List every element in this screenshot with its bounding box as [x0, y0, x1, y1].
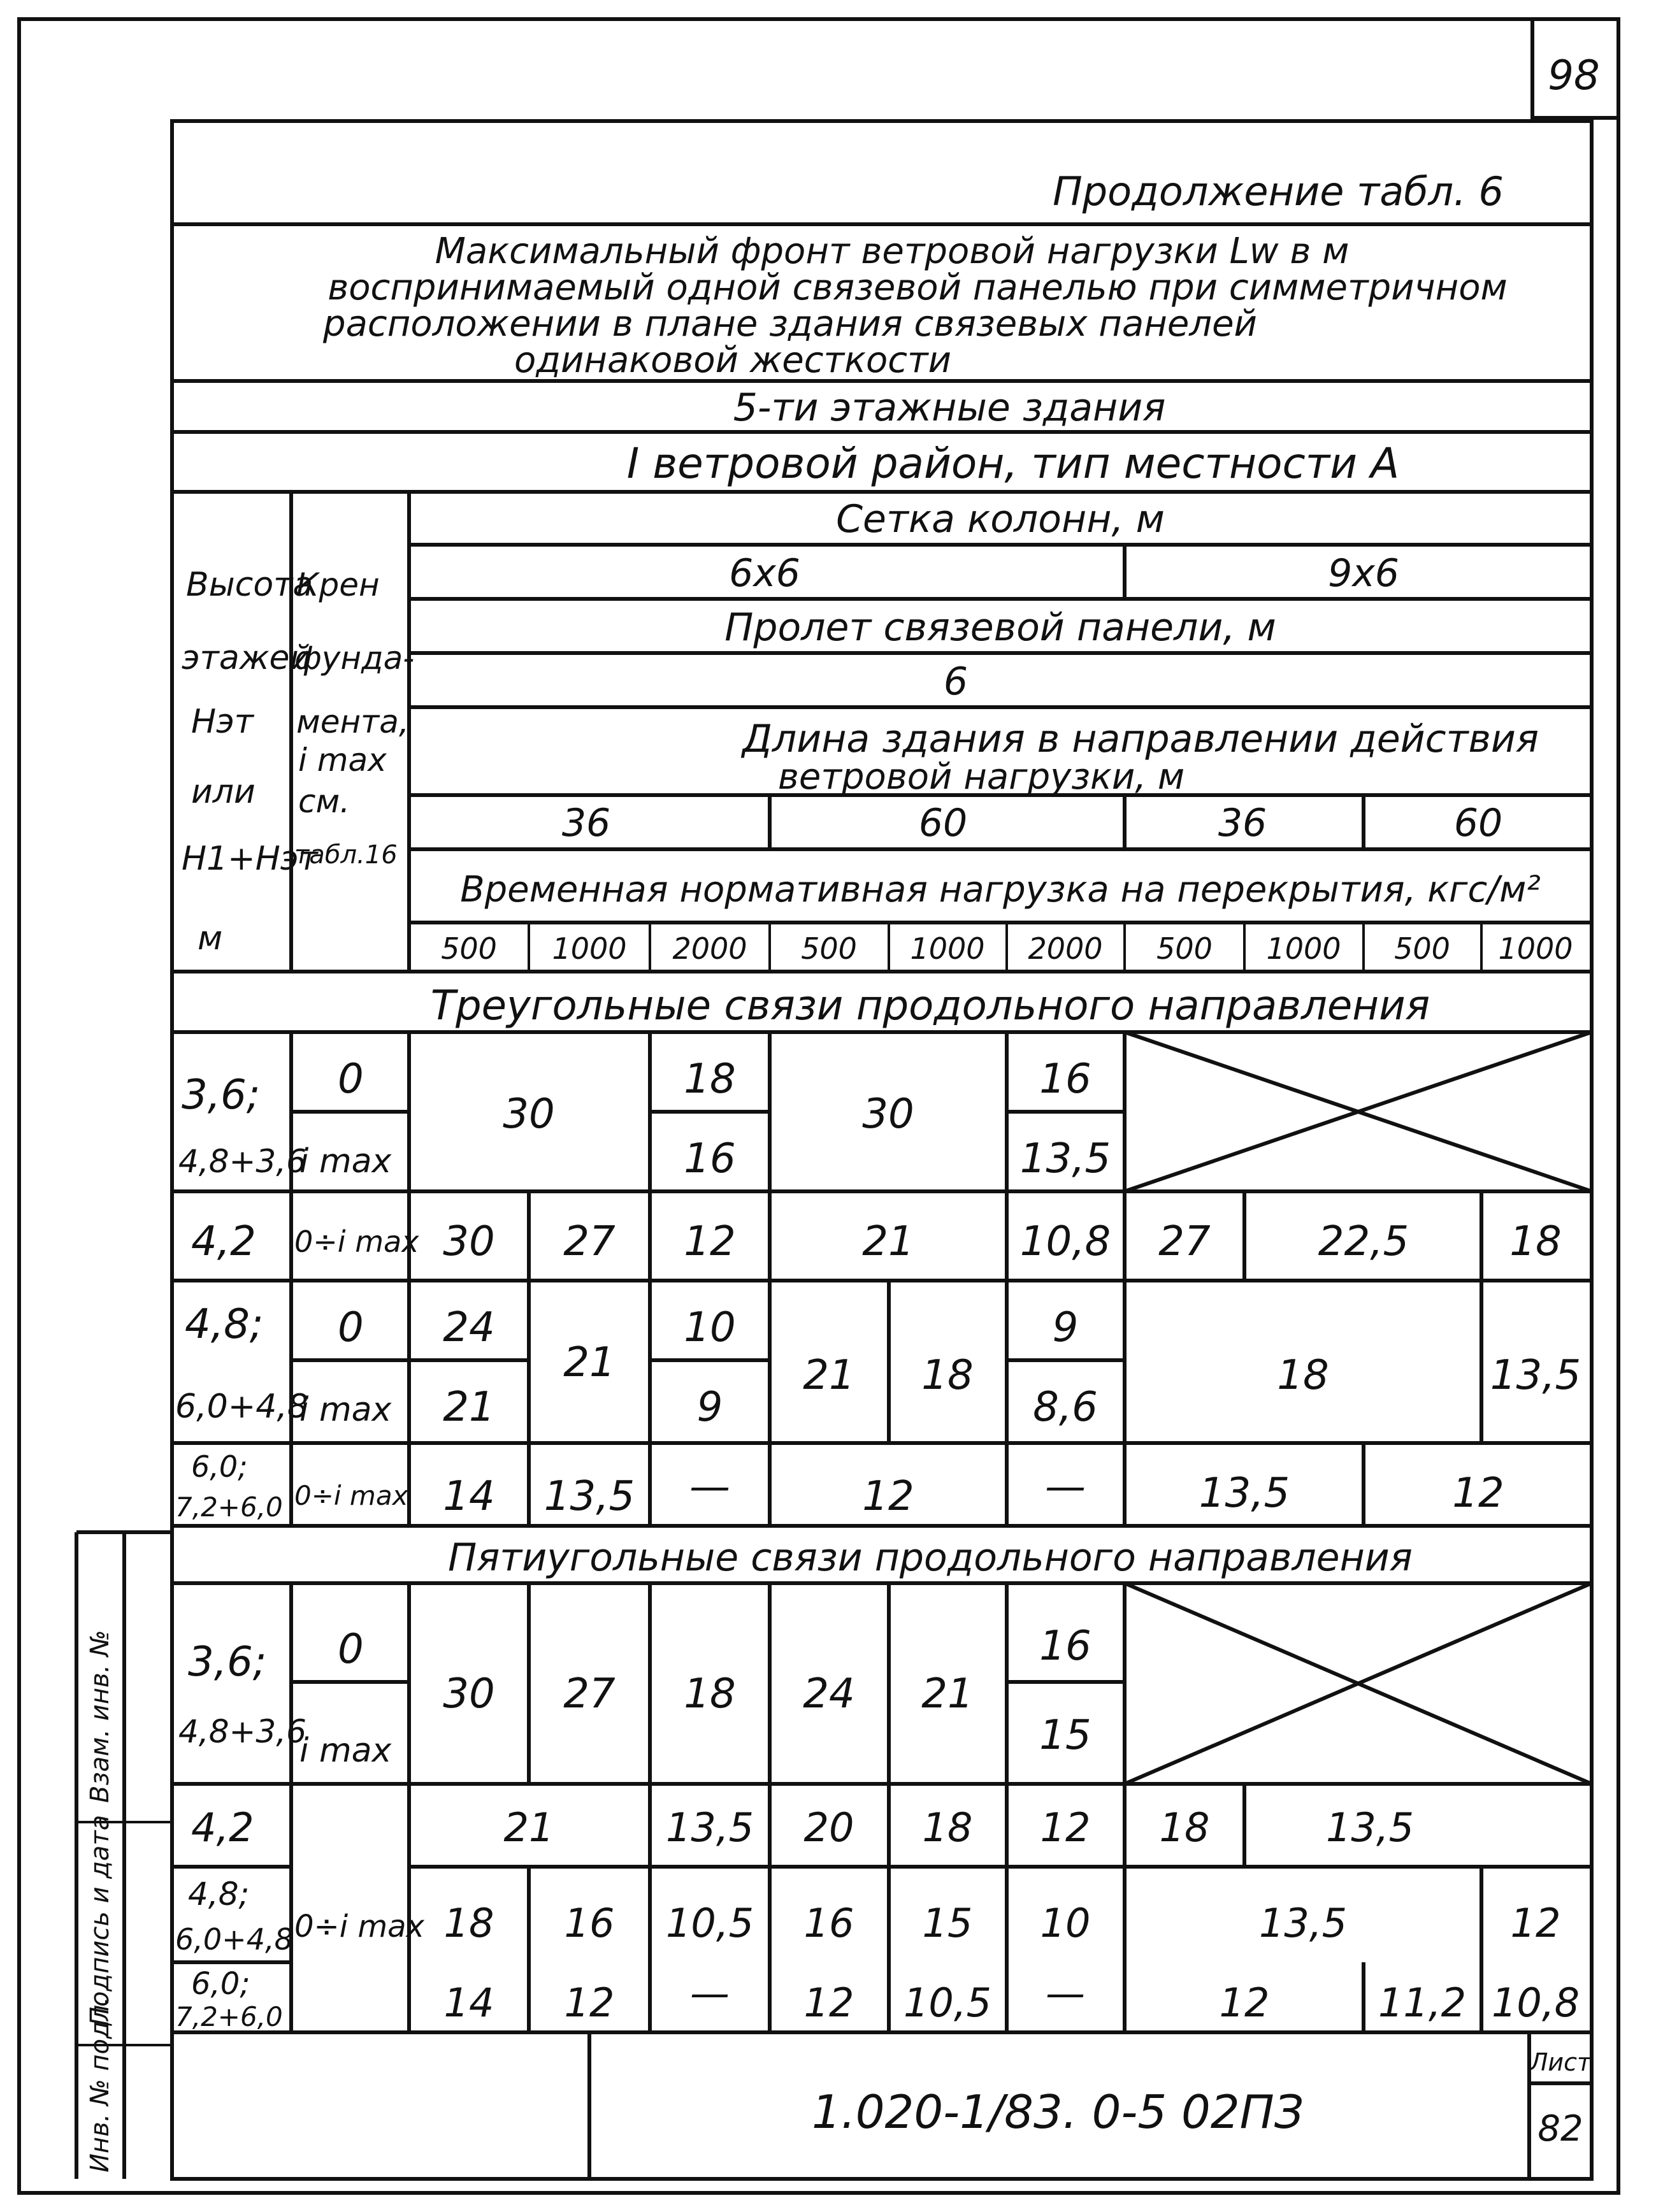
s2r3-cell: 16 — [803, 1900, 854, 1946]
s2r1-height: 3,6; — [188, 1639, 267, 1686]
heading-line-2: воспринимаемый одной связевой панелью при симметричном — [328, 267, 1508, 308]
s2r4-cell: 10,8 — [1491, 1979, 1580, 2026]
side-label-signature: Подпись и дата — [85, 1814, 115, 2026]
s1r4-cell: 13,5 — [1199, 1470, 1290, 1517]
load-value: 2000 — [1028, 931, 1103, 966]
s1r3-cell: 13,5 — [1490, 1352, 1581, 1399]
s1r2-cell: 18 — [1509, 1218, 1562, 1265]
load-value: 500 — [1394, 931, 1450, 966]
s1r2-tilt: 0÷i max — [294, 1224, 419, 1259]
length-36-a: 36 — [561, 801, 611, 845]
heading-line-1: Максимальный фронт ветровой нагрузки Lw в м — [435, 231, 1350, 272]
column-grid-6x6: 6х6 — [729, 551, 800, 596]
s1r1-height: 4,8+3,6 — [178, 1143, 306, 1180]
s1r2-cell: 12 — [684, 1218, 736, 1265]
heading-line-3: расположении в плане здания связевых панелей — [323, 303, 1257, 345]
s1r3-tilt: 0 — [338, 1304, 364, 1351]
load-value: 1000 — [552, 931, 627, 966]
s1r1-cell: 16 — [684, 1135, 736, 1182]
s2r4-height: 6,0; — [191, 1966, 250, 2002]
s2r1-height: 4,8+3,6 — [178, 1713, 306, 1750]
s1r3-cell: 18 — [921, 1352, 974, 1399]
s2r4-height: 7,2+6,0 — [175, 2001, 283, 2032]
page-number: 98 — [1548, 52, 1600, 99]
load-value: 500 — [1156, 931, 1213, 966]
s2r1-cell: 16 — [1039, 1623, 1091, 1670]
s2r2-cell: 13,5 — [1325, 1804, 1415, 1851]
s2r1-cell: 18 — [684, 1670, 736, 1718]
heading-line-4: одинаковой жесткости — [514, 340, 952, 381]
s2r3-cell: 15 — [922, 1900, 973, 1946]
load-value: 500 — [441, 931, 497, 966]
s1r2-cell: 30 — [443, 1218, 495, 1265]
s1r3-tilt: i max — [299, 1391, 392, 1429]
wind-region: I ветровой район, тип местности А — [626, 439, 1400, 488]
s1r4-height: 6,0; — [191, 1449, 248, 1484]
s2r4-cell: 11,2 — [1378, 1979, 1467, 2026]
s1r2-height: 4,2 — [191, 1218, 256, 1265]
s2r1-cell: 30 — [443, 1670, 495, 1718]
s1r3-cell: 8,6 — [1033, 1384, 1098, 1431]
s1r1-cell: 13,5 — [1019, 1135, 1111, 1182]
length-60-a: 60 — [918, 801, 968, 845]
header-tilt-6: табл.16 — [294, 840, 398, 870]
s1r3-height: 6,0+4,8 — [175, 1388, 308, 1426]
length-label-2: ветровой нагрузки, м — [777, 756, 1185, 798]
load-value: 2000 — [672, 931, 747, 966]
s1r4-cell: — — [689, 1463, 730, 1511]
sheet-number: 82 — [1537, 2108, 1583, 2150]
s2r1-cell: 27 — [563, 1670, 616, 1718]
s1r4-tilt: 0÷i max — [294, 1480, 408, 1511]
s1r1-cell: 30 — [503, 1091, 555, 1138]
span-label: Пролет связевой панели, м — [724, 605, 1276, 650]
s2r4-cell: 12 — [1219, 1979, 1270, 2026]
s1r4-height: 7,2+6,0 — [175, 1491, 283, 1523]
length-label-1: Длина здания в направлении действия — [742, 717, 1539, 761]
s2r4-cell: 14 — [443, 1979, 494, 2026]
building-type: 5-ти этажные здания — [733, 385, 1166, 430]
sheet-label: Лист — [1529, 2048, 1592, 2076]
s1r3-cell: 21 — [563, 1339, 616, 1386]
load-value: 1000 — [910, 931, 985, 966]
s2r3-cell: 13,5 — [1258, 1900, 1348, 1946]
s2r4-cell: — — [690, 1970, 730, 2016]
header-tilt-2: фунда- — [294, 640, 415, 677]
s2r3-cell: 10,5 — [665, 1900, 754, 1946]
document-code: 1.020-1/83. 0-5 02ПЗ — [812, 2085, 1304, 2139]
header-tilt-4: i max — [298, 742, 387, 779]
s2r3-tilt: 0÷i max — [294, 1909, 424, 1944]
length-36-b: 36 — [1218, 801, 1267, 845]
header-tilt-5: см. — [298, 783, 350, 820]
s1r3-cell: 9 — [696, 1384, 723, 1431]
s1r4-cell: 14 — [443, 1473, 495, 1520]
s2r1-cell: 24 — [803, 1670, 855, 1718]
header-height-3: Нэт — [191, 703, 254, 741]
header-height-6: м — [198, 919, 223, 958]
s2r4-cell: 12 — [564, 1979, 615, 2026]
column-grid-label: Сетка колонн, м — [836, 497, 1165, 542]
header-tilt-1: Крен — [296, 566, 380, 603]
section2-title: Пятиугольные связи продольного направления — [448, 1535, 1413, 1580]
s2r3-height: 6,0+4,8 — [175, 1922, 293, 1957]
s2r2-cell: 21 — [503, 1804, 554, 1851]
s1r3-cell: 21 — [443, 1384, 495, 1431]
section1-row-1 — [291, 1032, 1592, 1191]
s1r3-cell: 21 — [803, 1352, 855, 1399]
s1r3-cell: 9 — [1052, 1304, 1079, 1351]
s1r3-cell: 24 — [443, 1304, 495, 1351]
load-value: 1000 — [1498, 931, 1573, 966]
s2r2-cell: 18 — [1159, 1804, 1210, 1851]
s2r2-cell: 13,5 — [665, 1804, 754, 1851]
s1r1-height: 3,6; — [182, 1072, 261, 1119]
s2r3-height: 4,8; — [188, 1876, 250, 1913]
s2r2-cell: 12 — [1040, 1804, 1091, 1851]
s1r1-cell: 30 — [862, 1091, 914, 1138]
s1r3-cell: 18 — [1277, 1352, 1329, 1399]
s1r3-cell: 10 — [684, 1304, 736, 1351]
header-height-2: этажей — [182, 639, 312, 677]
section1-title: Треугольные связи продольного направления — [430, 982, 1430, 1030]
s1r4-cell: 12 — [1452, 1470, 1504, 1517]
s2r3-cell: 10 — [1040, 1900, 1091, 1946]
load-value: 500 — [801, 931, 857, 966]
s2r4-cell: — — [1046, 1970, 1085, 2016]
load-label: Временная нормативная нагрузка на перекрытия, кгс/м² — [460, 869, 1541, 910]
s1r2-cell: 22,5 — [1318, 1218, 1409, 1265]
s1r1-tilt: i max — [299, 1142, 392, 1181]
s1r4-cell: 12 — [862, 1473, 914, 1520]
load-value: 1000 — [1266, 931, 1341, 966]
s2r1-cell: 21 — [921, 1670, 974, 1718]
s1r2-cell: 21 — [862, 1218, 914, 1265]
s2r1-tilt: 0 — [338, 1626, 364, 1673]
header-height-4: или — [191, 773, 256, 811]
side-label-inventory: Инв. № подл. — [85, 1997, 115, 2172]
span-value: 6 — [943, 659, 968, 704]
s1r4-cell: — — [1045, 1463, 1086, 1511]
s1r2-cell: 27 — [1158, 1218, 1211, 1265]
s2r3-cell: 12 — [1510, 1900, 1561, 1946]
s2r2-height: 4,2 — [191, 1804, 254, 1851]
side-label-replaces: Взам. инв. № — [85, 1630, 115, 1803]
s1r2-cell: 10,8 — [1019, 1218, 1111, 1265]
s1r1-cell: 18 — [684, 1056, 736, 1103]
column-grid-9x6: 9х6 — [1328, 551, 1399, 596]
s1r1-tilt: 0 — [338, 1056, 364, 1103]
s1r1-cell: 16 — [1039, 1056, 1091, 1103]
s2r2-cell: 20 — [803, 1804, 854, 1851]
s2r3-cell: 16 — [564, 1900, 615, 1946]
s1r3-height: 4,8; — [185, 1301, 264, 1348]
s1r2-cell: 27 — [563, 1218, 616, 1265]
header-tilt-3: мента, — [296, 703, 409, 740]
s2r3-cell: 18 — [443, 1900, 494, 1946]
s2r1-cell: 15 — [1039, 1712, 1091, 1759]
length-60-b: 60 — [1453, 801, 1503, 845]
s1r4-cell: 13,5 — [544, 1473, 635, 1520]
s2r2-cell: 18 — [922, 1804, 973, 1851]
continuation-label: Продолжение табл. 6 — [1053, 168, 1504, 215]
s2r4-cell: 12 — [803, 1979, 854, 2026]
header-height-1: Высота — [186, 566, 313, 604]
s2r4-cell: 10,5 — [903, 1979, 992, 2026]
header-height-5: Н1+Нэт — [182, 840, 318, 878]
s2r1-tilt: i max — [299, 1732, 392, 1770]
